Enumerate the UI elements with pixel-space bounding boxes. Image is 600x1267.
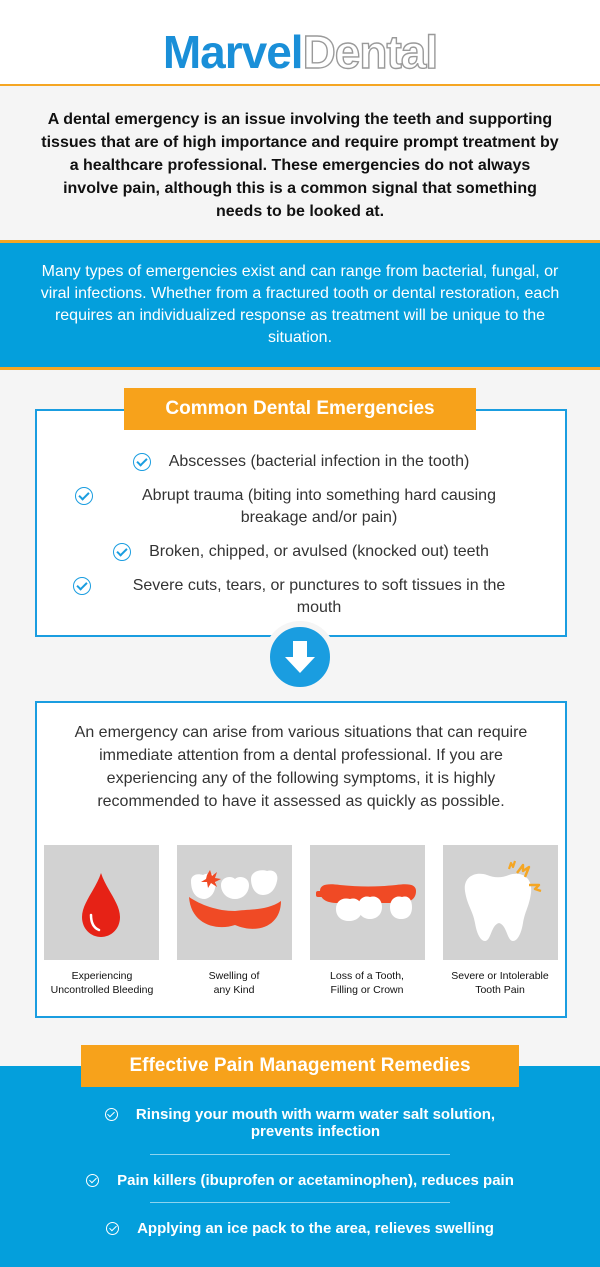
intro-section [0, 88, 600, 240]
swollen-gum-tile [177, 845, 292, 960]
list-item-text: Abscesses (bacterial infection in the tooth) [168, 453, 470, 470]
missing-tooth-icon [310, 845, 425, 960]
logo-dental: Dental [302, 26, 438, 78]
tooth-pain-tile [443, 845, 558, 960]
remedies-title: Effective Pain Management Remedies [81, 1045, 519, 1087]
symptom-caption: Severe or Intolerable Tooth Pain [451, 970, 549, 996]
symptom-caption: Experiencing Uncontrolled Bleeding [50, 970, 154, 996]
remedy-item [0, 1106, 600, 1140]
check-circle-icon [75, 487, 93, 505]
down-arrow-icon [264, 621, 336, 693]
remedy-item [0, 1220, 600, 1237]
remedies-section [0, 1066, 600, 1267]
symptom-caption: Loss of a Tooth, Filling or Crown [330, 970, 404, 996]
remedy-text: Applying an ice pack to the area, relieves swelling [137, 1220, 494, 1237]
common-emergencies-card [35, 409, 567, 637]
list-item-text: Severe cuts, tears, or punctures to soft tissues in the mouth [132, 577, 506, 616]
swollen-gum-icon [177, 845, 292, 960]
list-item-text: Abrupt trauma (biting into something hard causing breakage and/or pain) [142, 487, 496, 526]
emergency-list [37, 451, 565, 631]
divider [150, 1202, 450, 1203]
list-item-text: Broken, chipped, or avulsed (knocked out) teeth [149, 543, 489, 560]
remedy-text: Rinsing your mouth with warm water salt solution, prevents infection [135, 1106, 496, 1140]
symptom-caption: Swelling of any Kind [208, 970, 260, 996]
list-item [37, 575, 565, 619]
list-item [37, 541, 565, 563]
divider [150, 1154, 450, 1155]
blood-drop-tile [44, 845, 159, 960]
symptoms-card [35, 701, 567, 1018]
missing-tooth-tile [310, 845, 425, 960]
check-circle-icon [133, 453, 151, 471]
list-item [37, 485, 565, 529]
header [0, 0, 600, 86]
check-circle-icon [73, 577, 91, 595]
check-circle-icon [106, 1222, 119, 1235]
info-band [0, 240, 600, 370]
list-item [37, 451, 565, 473]
intro-text: A dental emergency is an issue involving the teeth and supporting tissues that are of high importance and require prompt treatment by a healthcare professional. These emergencies do not always involve pain, although this is a common signal that something needs to be looked at. [41, 111, 559, 220]
symptoms-text: An emergency can arise from various situations that can require immediate attention from a dental professional. If you are experiencing any of the following symptoms, it is highly recommended to have it assessed as quickly as possible. [74, 724, 528, 810]
remedy-item [0, 1172, 600, 1189]
remedy-text: Pain killers (ibuprofen or acetaminophen), reduces pain [117, 1172, 514, 1189]
common-emergencies-title: Common Dental Emergencies [124, 388, 476, 430]
check-circle-icon [113, 543, 131, 561]
tooth-pain-icon [443, 845, 558, 960]
check-circle-icon [105, 1108, 118, 1121]
brand-logo[interactable] [0, 26, 600, 78]
band-text: Many types of emergencies exist and can range from bacterial, fungal, or viral infections. Whether from a fractured tooth or dental restoration, each requires an individualized response as treatment will be unique to the situation. [40, 263, 560, 346]
logo-marvel: Marvel [162, 26, 303, 78]
check-circle-icon [86, 1174, 99, 1187]
blood-drop-icon [44, 845, 159, 960]
